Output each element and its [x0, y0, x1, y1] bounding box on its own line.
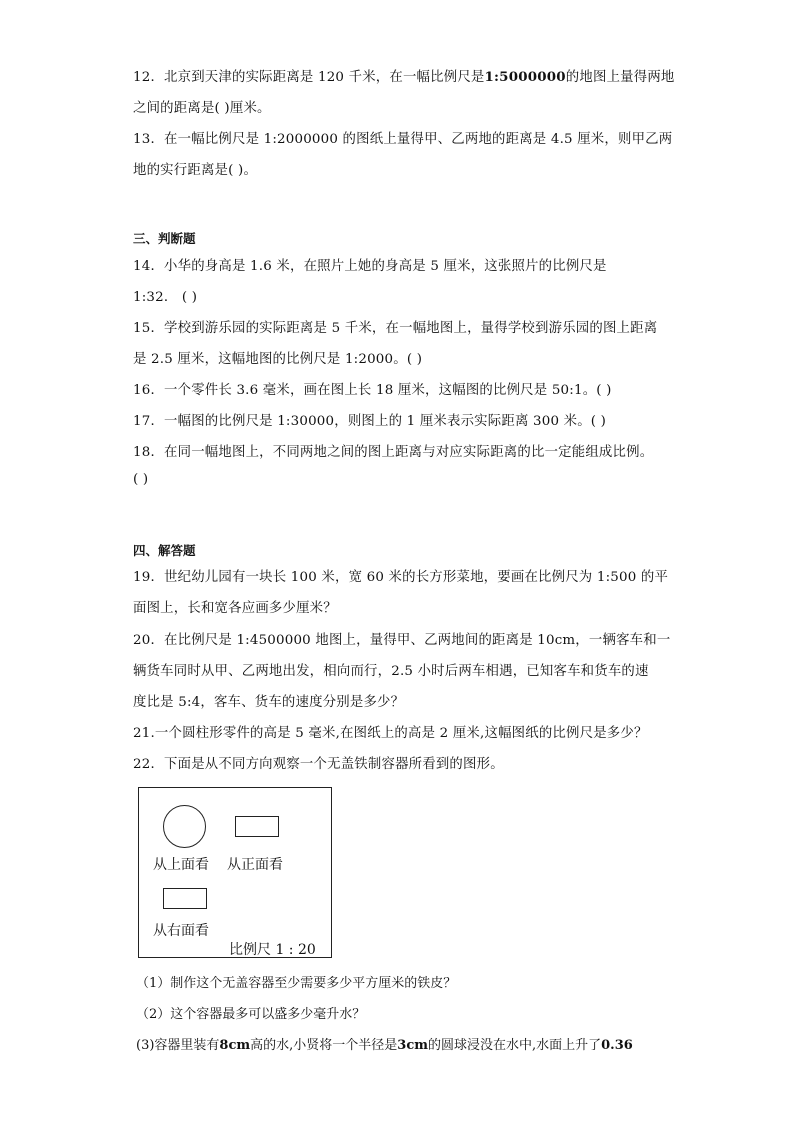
q21: 21.一个圆柱形零件的高是 5 毫米,在图纸上的高是 2 厘米,这幅图纸的比例尺是多少？	[133, 726, 648, 741]
views-figure	[138, 787, 332, 958]
q12-line-2: 之间的距离是( )厘米。	[133, 101, 271, 116]
q14-line-1: 14．小华的身高是 1.6 米，在照片上她的身高是 5 厘米，这张照片的比例尺是	[133, 259, 607, 274]
front-view-rectangle	[235, 816, 279, 837]
q18-line-1: 18．在同一幅地图上，不同两地之间的图上距离与对应实际距离的比一定能组成比例。	[133, 445, 654, 460]
sub3-text-a: (3)容器里装有	[136, 1038, 220, 1053]
q15-line-1: 15．学校到游乐园的实际距离是 5 千米，在一幅地图上，量得学校到游乐园的图上距离	[133, 321, 658, 336]
q22: 22．下面是从不同方向观察一个无盖铁制容器所看到的图形。	[133, 757, 504, 772]
q17: 17．一幅图的比例尺是 1:30000，则图上的 1 厘米表示实际距离 300 米。( )	[133, 414, 607, 429]
q14-line-2: 1:32． ( )	[133, 290, 198, 305]
sub3-water-height: 8cm	[219, 1038, 251, 1053]
right-view-rectangle	[163, 888, 207, 909]
scale-label: 比例尺 1 : 20	[229, 942, 316, 958]
sub3-rise: 0.36	[601, 1038, 633, 1053]
sub-question-1: （1）制作这个无盖容器至少需要多少平方厘米的铁皮？	[136, 976, 457, 991]
q20-line-1: 20．在比例尺是 1:4500000 地图上，量得甲、乙两地间的距离是 10cm，一辆客车和一	[133, 633, 671, 648]
right-view-label: 从右面看	[153, 923, 209, 939]
section-4-title: 四、解答题	[133, 543, 196, 558]
sub-question-3	[136, 1034, 633, 1053]
sub3-text-c: 高的水,小贤将一个半径是	[250, 1038, 398, 1053]
sub3-text-e: 的圆球浸没在水中,水面上升了	[428, 1038, 602, 1053]
q13-line-1: 13．在一幅比例尺是 1:2000000 的图纸上量得甲、乙两地的距离是 4.5 厘米，则甲乙两	[133, 132, 673, 147]
q12-text-c: 的地图上量得两地	[565, 70, 675, 85]
q13-line-2: 地的实行距离是( )。	[133, 163, 258, 178]
q12-line-1	[133, 66, 675, 85]
section-3-title: 三、判断题	[133, 231, 196, 246]
q20-line-3: 度比是 5:4，客车、货车的速度分别是多少？	[133, 695, 405, 710]
q16: 16．一个零件长 3.6 毫米，画在图上长 18 厘米，这幅图的比例尺是 50:1。( )	[133, 383, 612, 398]
q12-text-a: 12．北京到天津的实际距离是 120 千米，在一幅比例尺是	[133, 70, 485, 85]
q19-line-2: 面图上，长和宽各应画多少厘米？	[133, 601, 337, 616]
q18-line-2: ( )	[133, 472, 149, 487]
q15-line-2: 是 2.5 厘米，这幅地图的比例尺是 1:2000。( )	[133, 352, 423, 367]
top-view-label: 从上面看	[153, 857, 209, 873]
top-view-circle	[163, 805, 206, 848]
q20-line-2: 辆货车同时从甲、乙两地出发，相向而行，2.5 小时后两车相遇，已知客车和货车的速	[133, 664, 649, 679]
sub-question-2: （2）这个容器最多可以盛多少毫升水？	[136, 1007, 366, 1022]
front-view-label: 从正面看	[227, 857, 283, 873]
q19-line-1: 19．世纪幼儿园有一块长 100 米，宽 60 米的长方形菜地，要画在比例尺为 1:500 的平	[133, 570, 669, 585]
q12-scale: 1:5000000	[484, 69, 566, 85]
sub3-radius: 3cm	[397, 1038, 428, 1053]
